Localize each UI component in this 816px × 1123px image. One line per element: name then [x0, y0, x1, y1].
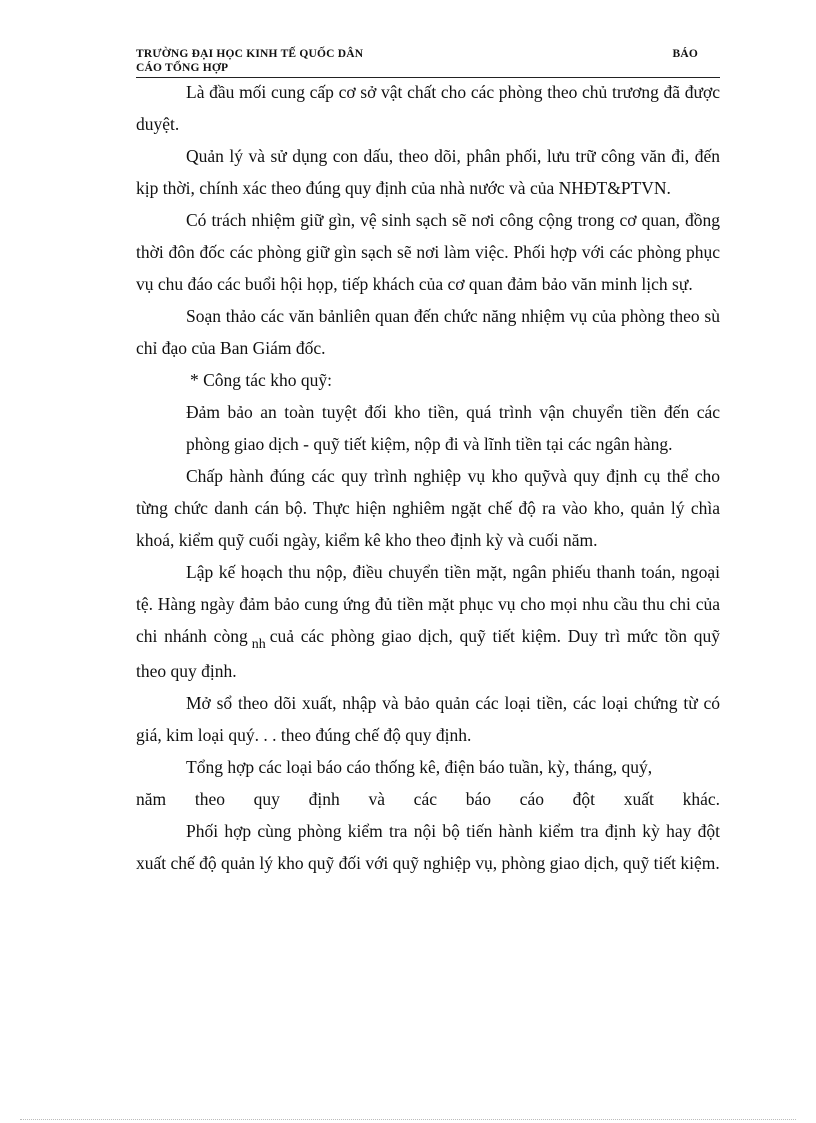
header-line-1 [136, 48, 720, 62]
paragraph-ledger: Mở sổ theo dõi xuất, nhập và bảo quản các loại tiền, các loại chứng từ có giá, kim loại quý. . . theo đúng chế độ quy định. [136, 693, 720, 745]
paragraph-reports-line-2: năm theo quy định và các báo cáo đột xuất khác. [136, 789, 720, 809]
paragraph-cash-planning [136, 556, 720, 687]
paragraph-seal-management: Quản lý và sử dụng con dấu, theo dõi, phân phối, lưu trữ công văn đi, đến kịp thời, chính xác theo đúng quy định của nhà nước và của NHĐT&PTVN. [136, 146, 720, 198]
section-title-vault: * Công tác kho quỹ: [190, 370, 332, 390]
document-body [136, 76, 720, 879]
page-header [136, 48, 720, 78]
paragraph-hygiene: Có trách nhiệm giữ gìn, vệ sinh sạch sẽ nơi công cộng trong cơ quan, đồng thời đôn đốc các phòng giữ gìn sạch sẽ nơi làm việc. Phối hợp với các phòng phục vụ chu đáo các buổi hội họp, tiếp khách của cơ quan đảm bảo văn minh lịch sự. [136, 210, 720, 294]
paragraph-reports-line-1: Tổng hợp các loại báo cáo thống kê, điện báo tuần, kỳ, tháng, quý, [186, 757, 653, 777]
cash-planning-subscript: nh [251, 637, 266, 652]
paragraph-supply: Là đầu mối cung cấp cơ sở vật chất cho các phòng theo chủ trương đã được duyệt. [136, 82, 720, 134]
header-report-label: BÁO [672, 48, 698, 60]
paragraph-vault-procedures: Chấp hành đúng các quy trình nghiệp vụ kho quỹvà quy định cụ thể cho từng chức danh cán bộ. Thực hiện nghiêm ngặt chế độ ra vào kho, quản lý chìa khoá, kiểm quỹ cuối ngày, kiểm kê kho theo định kỳ và cuối năm. [136, 466, 720, 550]
cash-planning-text-b: cuả các phòng giao dịch, quỹ tiết kiệm. Duy trì mức tồn quỹ theo quy định. [136, 626, 720, 681]
page-bottom-divider [20, 1119, 796, 1120]
header-report-title: CÁO TỔNG HỢP [136, 62, 229, 74]
paragraph-vault-safety: Đảm bảo an toàn tuyệt đối kho tiền, quá trình vận chuyển tiền đến các phòng giao dịch - quỹ tiết kiệm, nộp đi và lĩnh tiền tại các ngân hàng. [186, 402, 720, 454]
paragraph-coordination: Phối hợp cùng phòng kiểm tra nội bộ tiến hành kiểm tra định kỳ hay đột xuất chế độ quản lý kho quỹ đối với quỹ nghiệp vụ, phòng giao dịch, quỹ tiết kiệm. [136, 821, 720, 873]
paragraph-drafting: Soạn thảo các văn bảnliên quan đến chức năng nhiệm vụ của phòng theo sù chỉ đạo của Ban Giám đốc. [136, 306, 720, 358]
header-school-name: TRƯỜNG ĐẠI HỌC KINH TẾ QUỐC DÂN [136, 48, 364, 60]
cash-planning-text-a: Lập kế hoạch thu nộp, điều chuyển tiền mặt, ngân phiếu thanh toán, ngoại tệ. Hàng ngày đảm bảo cung ứng đủ tiền mặt phục vụ cho mọi nhu cầu thu chi của chi nhánh còng [136, 562, 720, 646]
